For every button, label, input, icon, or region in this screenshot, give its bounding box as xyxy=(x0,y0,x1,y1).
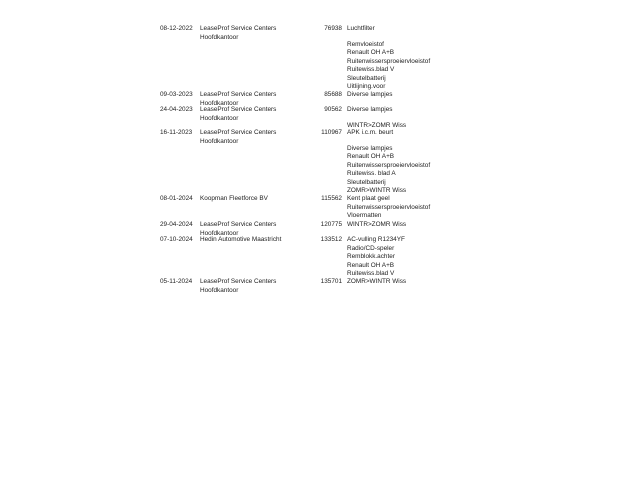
service-item: Radio/CD-speler xyxy=(347,244,395,252)
service-item: Diverse lampjes xyxy=(347,144,393,152)
service-items xyxy=(347,195,430,221)
service-date: 29-04-2024 xyxy=(160,221,193,228)
service-location xyxy=(200,195,310,204)
service-item: Ruitewiss.blad V xyxy=(347,66,395,73)
service-item: Renault OH A+B xyxy=(347,261,395,269)
service-date: 07-10-2024 xyxy=(160,236,193,243)
location-line: Hedin Automotive Maastricht xyxy=(200,236,282,243)
service-items xyxy=(347,221,406,230)
service-items xyxy=(347,91,392,100)
service-date: 05-11-2024 xyxy=(160,278,193,285)
location-line: Hoofdkantoor xyxy=(200,137,239,145)
location-line: Koopman Fleetforce BV xyxy=(200,195,268,202)
service-item: Diverse lampjes xyxy=(347,106,393,113)
service-item: Remblokk.achter xyxy=(347,253,395,260)
service-item: Luchtfilter xyxy=(347,25,375,32)
location-line: LeaseProf Service Centers xyxy=(200,91,277,98)
service-item: Uitlijning.voor xyxy=(347,83,386,90)
service-item: Diverse lampjes xyxy=(347,91,393,98)
service-item: ZOMR>WINTR Wiss xyxy=(347,187,407,194)
service-location xyxy=(200,278,310,295)
service-item: Vloermatten xyxy=(347,212,382,219)
service-item: Ruitenwissersproeiervloeistof xyxy=(347,161,431,169)
service-mileage: 120775 xyxy=(320,221,342,228)
service-item: WINTR>ZOMR Wiss xyxy=(347,221,407,228)
service-date: 09-03-2023 xyxy=(160,91,193,98)
service-items xyxy=(347,25,430,92)
service-item: Sleutelbatterij xyxy=(347,74,386,82)
service-mileage: 110967 xyxy=(321,129,342,136)
service-item: WINTR>ZOMR Wiss xyxy=(347,121,407,129)
service-item: Ruitenwissersproeiervloeistof xyxy=(347,203,431,211)
location-line: LeaseProf Service Centers xyxy=(200,25,277,32)
service-items xyxy=(347,129,430,196)
service-item: Kent plaat geel xyxy=(347,195,390,202)
service-mileage: 90562 xyxy=(324,106,342,113)
location-line: LeaseProf Service Centers xyxy=(200,221,277,228)
service-item: Ruitewiss.blad V xyxy=(347,270,395,277)
service-date: 24-04-2023 xyxy=(160,106,193,113)
service-location xyxy=(200,129,310,146)
service-date: 16-11-2023 xyxy=(160,129,193,136)
service-location xyxy=(200,25,310,42)
service-mileage: 135701 xyxy=(320,278,342,285)
location-line: Hoofdkantoor xyxy=(200,114,239,122)
service-mileage: 76938 xyxy=(324,25,342,32)
location-line: Hoofdkantoor xyxy=(200,229,239,237)
service-mileage: 85688 xyxy=(324,91,342,98)
location-line: Hoofdkantoor xyxy=(200,99,239,107)
service-item: Ruitenwissersproeiervloeistof xyxy=(347,57,431,65)
service-item: AC-vulling R1234YF xyxy=(347,236,405,243)
service-item: APK i.c.m. beurt xyxy=(347,129,394,136)
location-line: LeaseProf Service Centers xyxy=(200,278,277,285)
service-items xyxy=(347,278,406,287)
service-item: Sleutelbatterij xyxy=(347,178,386,186)
location-line: LeaseProf Service Centers xyxy=(200,129,277,136)
service-date: 08-01-2024 xyxy=(160,195,193,202)
location-line: Hoofdkantoor xyxy=(200,33,239,41)
service-location xyxy=(200,106,310,123)
service-item: Renault OH A+B xyxy=(347,153,395,160)
location-line: Hoofdkantoor xyxy=(200,286,239,294)
location-line: LeaseProf Service Centers xyxy=(200,106,277,113)
service-location xyxy=(200,236,310,245)
service-item: Remvloeistof xyxy=(347,40,384,48)
service-items xyxy=(347,106,406,130)
service-item: Ruitewiss. blad A xyxy=(347,170,396,177)
service-date: 08-12-2022 xyxy=(160,25,193,32)
service-item: Renault OH A+B xyxy=(347,49,395,56)
service-mileage: 133512 xyxy=(320,236,342,243)
service-mileage: 115562 xyxy=(321,195,342,202)
service-item: ZOMR>WINTR Wiss xyxy=(347,278,407,285)
service-items xyxy=(347,236,405,279)
